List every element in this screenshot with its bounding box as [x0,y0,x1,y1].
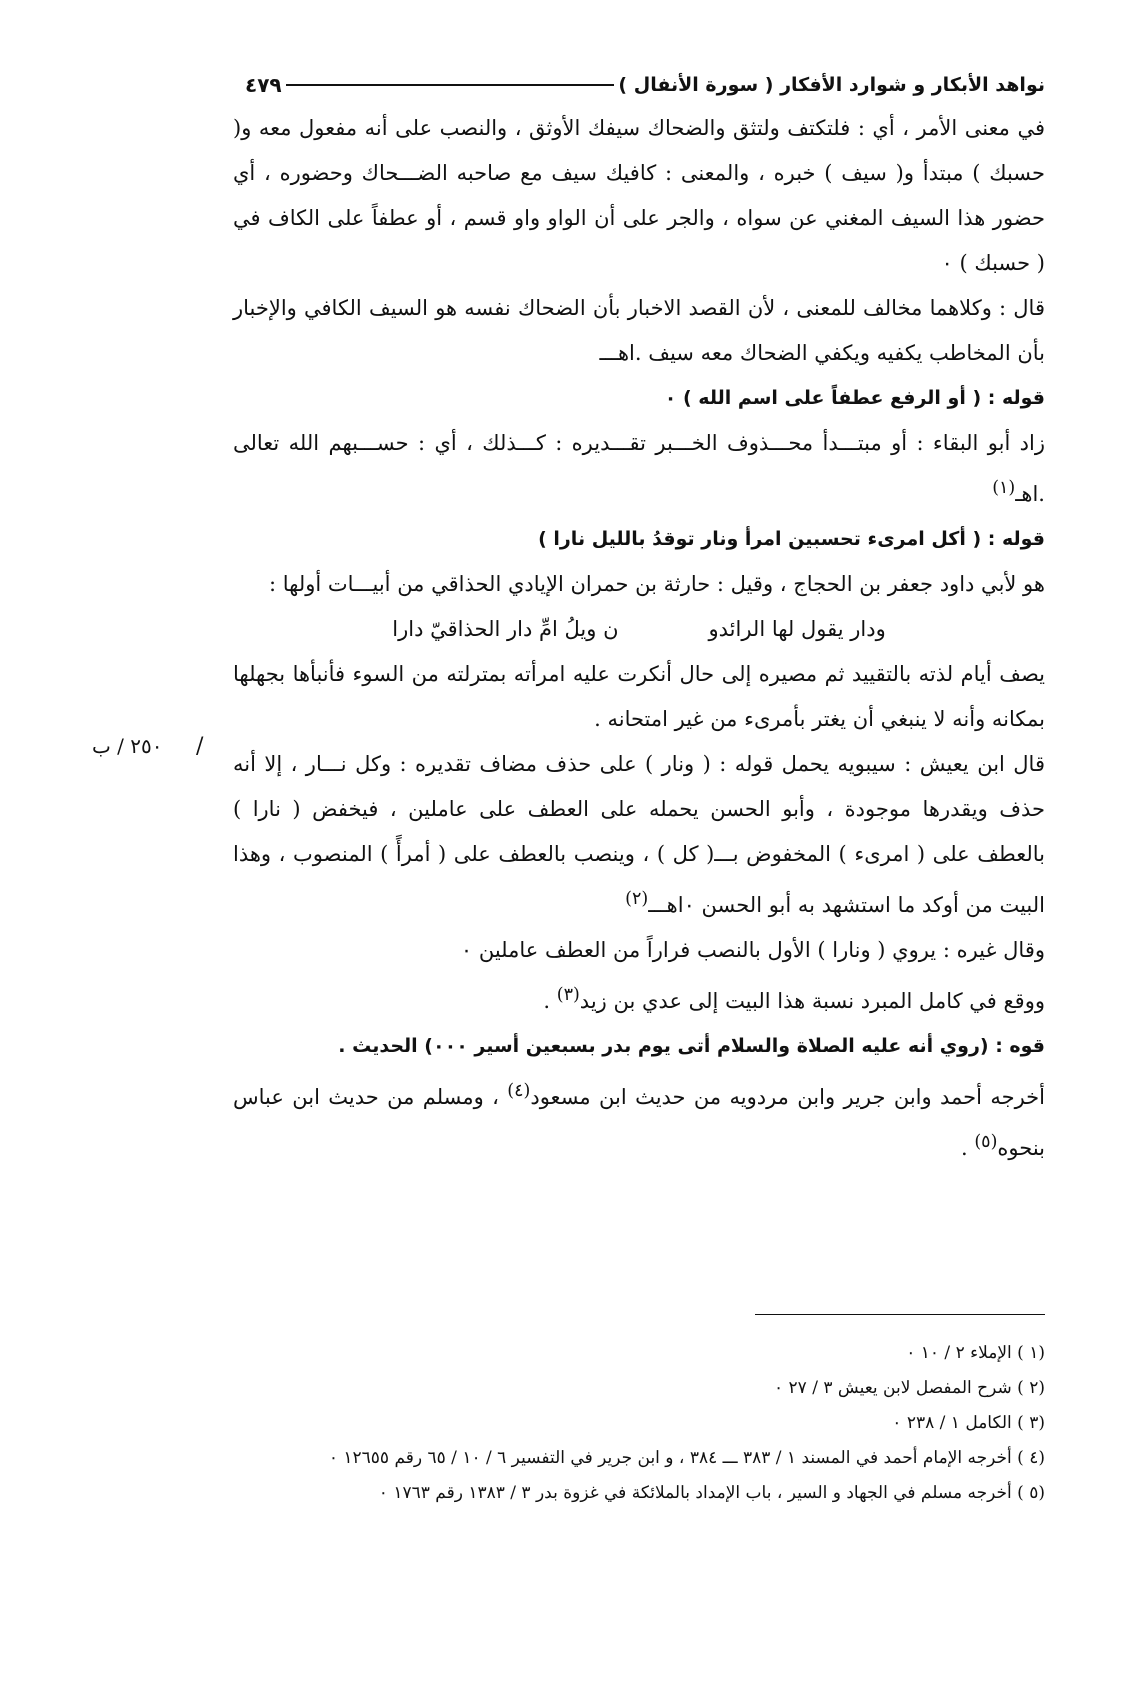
paragraph-text: ، ومسلم من حديث ابن عباس بنحوه [233,1085,1045,1160]
paragraph-text: . [543,989,557,1013]
folio-slash: / [196,734,204,759]
footnote-ref: (٥) [974,1132,998,1152]
quoted-heading: قوله : ( أو الرفع عطفاً على اسم الله ) ٠ [664,387,1045,409]
paragraph-text: ووقع في كامل المبرد نسبة هذا البيت إلى عدي بن زيد [579,989,1045,1013]
footnote-item: (٣ ) الكامل ١ / ٢٣٨ ٠ [892,1413,1045,1433]
footnote-ref: (٣) [556,985,580,1005]
paragraph [233,973,1045,1024]
paragraph-text: أخرجه أحمد وابن جرير وابن مردويه من حديث ابن مسعود [530,1085,1045,1109]
footnote-ref: (٢) [625,889,649,909]
verse-first-hemistich: ودار يقول لها الرائدو [708,617,886,641]
paragraph-text: . [960,1136,975,1160]
header-title: نواهد الأبكار و شوارد الأفكار ( سورة الأنفال ) [618,74,1045,96]
paragraph: وقال غيره : يروي ( ونارا ) الأول بالنصب فراراً من العطف عاملين ٠ [460,938,1045,962]
main-text [233,106,1045,1171]
paragraph: في معنى الأمر ، أي : فلتكتف ولتثق والضحاك سيفك الأوثق ، والنصب على أنه مفعول معه و( حسبك ) مبتدأ و( سيف ) خبره ، والمعنى : كافيك سيف مع صاحبه الضـــحاك وحضوره ، أي حضور هذا السيف المغني عن سواه ، والجر على أن الواو واو قسم ، أو عطفاً على الكاف في ( حسبك ) ٠ [233,116,1045,275]
page-number: ٤٧٩ [245,73,282,97]
footnote-item: (٢ ) شرح المفصل لابن يعيش ٣ / ٢٧ ٠ [774,1378,1045,1398]
running-header [245,68,1045,102]
footnote-item: (٤ ) أخرجه الإمام أحمد في المسند ١ / ٣٨٣ ـــ ٣٨٤ ، و ابن جرير في التفسير ٦ / ١٠ / ٦٥ رقم ١٢٦٥٥ ٠ [328,1448,1045,1468]
paragraph: قال : وكلاهما مخالف للمعنى ، لأن القصد الاخبار بأن الضحاك نفسه هو السيف الكافي والإخبار بأن المخاطب يكفيه ويكفي الضحاك معه سيف .اهـــ [233,296,1045,365]
footnote-separator [755,1314,1045,1315]
footnote-item: (٥ ) أخرجه مسلم في الجهاد و السير ، باب الإمداد بالملائكة في غزوة بدر ٣ / ١٣٨٣ رقم ١٧٦٣ ٠ [378,1483,1045,1503]
header-rule [286,84,615,86]
paragraph-text: زاد أبو البقاء : أو مبتـــدأ محـــذوف الخـــبر تقـــديره : كـــذلك ، أي : حســـبهم الله تعالى .اهـ [233,431,1045,506]
verse-second-hemistich: ن ويلُ امِّ دار الحذاقيّ دارا [392,617,619,641]
paragraph [233,421,1045,517]
footnotes [233,1336,1045,1511]
poetry-verse [233,607,1045,652]
paragraph: يصف أيام لذته بالتقييد ثم مصيره إلى حال أنكرت عليه امرأته بمترلته من السوء فأنبأها بجهلها بمكانه وأنه لا ينبغي أن يغتر بأمرىء من غير امتحانه . [233,662,1045,731]
paragraph [233,1069,1045,1171]
folio-marker: ٢٥٠ / ب [92,734,163,758]
paragraph-text: قال ابن يعيش : سيبويه يحمل قوله : ( ونار ) على حذف مضاف تقديره : وكل نـــار ، إلا أنه حذف ويقدرها موجودة ، وأبو الحسن يحمله على العطف على عاملين ، فيخفض ( نارا ) بالعطف على ( امرىء ) المخفوض بـــ( كل ) ، وينصب بالعطف على ( أمرأً ) المنصوب ، وهذا البيت من أوكد ما استشهد به أبو الحسن ٠اهـــ [233,752,1045,917]
paragraph: هو لأبي داود جعفر بن الحجاج ، وقيل : حارثة بن حمران الإيادي الحذاقي من أبيـــات أولها : [269,572,1045,596]
footnote-ref: (٤) [507,1081,531,1101]
quoted-heading: قوه : (روي أنه عليه الصلاة والسلام أتى يوم بدر بسبعين أسير ٠٠٠) الحديث . [338,1035,1045,1057]
footnote-item: (١ ) الإملاء ٢ / ١٠ ٠ [906,1343,1045,1363]
quoted-heading: قوله : ( أكل امرىء تحسبين امرأ ونار توقدُ بالليل نارا ) [538,528,1045,550]
paragraph [233,742,1045,928]
footnote-ref: (١) [992,478,1016,498]
